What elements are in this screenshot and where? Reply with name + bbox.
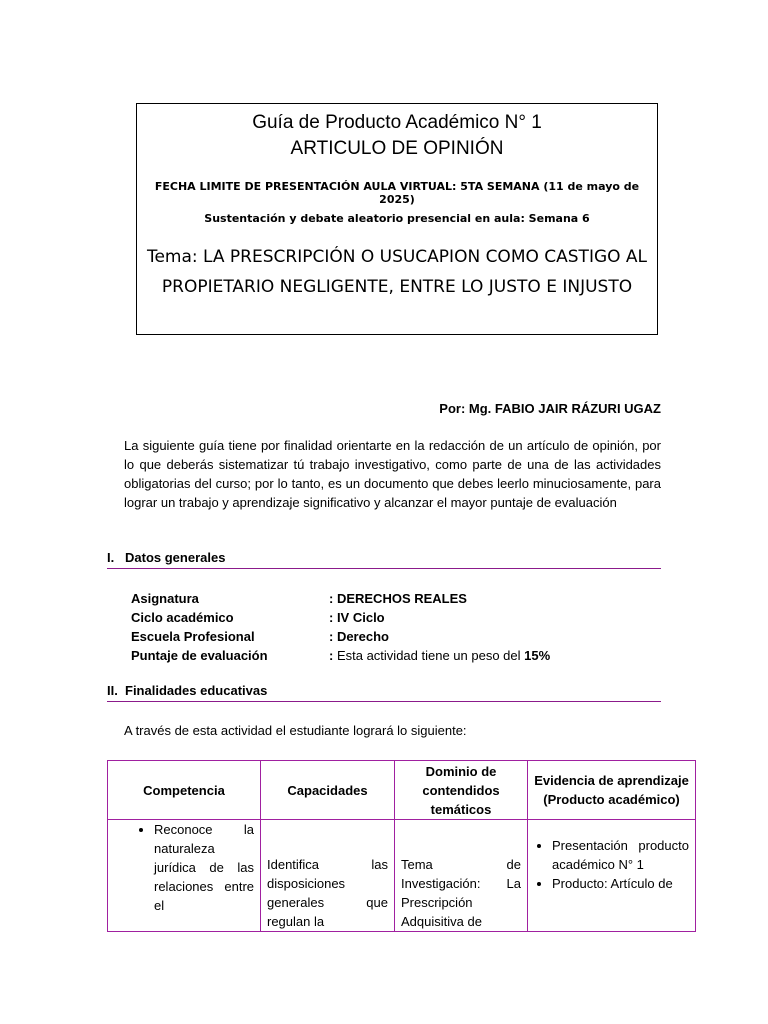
- header-capacidades: Capacidades: [261, 761, 395, 820]
- section-title: Datos generales: [125, 550, 226, 565]
- cell-evidencia: [528, 820, 696, 932]
- section-heading-finalidades: [107, 683, 661, 702]
- lead-text: A través de esta actividad el estudiante logrará lo siguiente:: [124, 723, 467, 738]
- score-value: 15%: [524, 648, 551, 663]
- document-title: Guía de Producto Académico N° 1: [252, 112, 542, 133]
- header-dominio: Dominio de contendidos temáticos: [395, 761, 528, 820]
- author-line: Por: Mg. FABIO JAIR RÁZURI UGAZ: [439, 401, 661, 416]
- title-box: [136, 103, 658, 335]
- defense-text: Sustentación y debate aleatorio presencial en aula: Semana 6: [204, 212, 590, 225]
- general-key: Escuela Profesional: [131, 629, 255, 644]
- header-evidencia: Evidencia de aprendizaje (Producto académico): [528, 761, 696, 820]
- general-value: : DERECHOS REALES: [329, 591, 467, 606]
- evidencia-item: • Presentación producto académico N° 1: [552, 836, 689, 874]
- section-number: I.: [107, 550, 115, 565]
- general-row-ciclo: [131, 608, 550, 627]
- competencies-table: [107, 760, 696, 932]
- document-subtitle: ARTICULO DE OPINIÓN: [290, 138, 504, 159]
- section-title: Finalidades educativas: [125, 683, 268, 698]
- capacidades-text: Identifica las disposiciones generales que regulan la: [267, 857, 388, 929]
- general-key: Puntaje de evaluación: [131, 648, 268, 663]
- table-row: [108, 820, 696, 932]
- general-value: : IV Ciclo: [329, 610, 385, 625]
- score-text: Esta actividad tiene un peso del: [333, 648, 525, 663]
- cell-competencia: [108, 820, 261, 932]
- deadline-text: FECHA LIMITE DE PRESENTACIÓN AULA VIRTUAL: 5TA SEMANA (11 de mayo de 2025): [154, 180, 640, 206]
- evidencia-item: • Producto: Artículo de: [552, 874, 689, 893]
- section-heading-general: [107, 550, 661, 569]
- competencia-item: • Reconoce la naturaleza jurídica de las relaciones entre el: [154, 820, 254, 915]
- general-row-escuela: [131, 627, 550, 646]
- cell-capacidades: [261, 820, 395, 932]
- table-header-row: [108, 761, 696, 820]
- general-key: Ciclo académico: [131, 610, 234, 625]
- general-value: : Derecho: [329, 629, 389, 644]
- section-number: II.: [107, 683, 118, 698]
- general-data-list: [131, 589, 550, 665]
- general-value: [329, 646, 550, 665]
- dominio-text: Tema de Investigación: La Prescripción Adquisitiva de: [401, 857, 521, 929]
- intro-paragraph: La siguiente guía tiene por finalidad orientarte en la redacción de un artículo de opinión, por lo que deberás sistematizar tú trabajo investigativo, como parte de una de las actividades obligatorias del curso; por lo tanto, es un documento que debes leerlo minuciosamente, para lograr un trabajo y aprendizaje significativo y alcanzar el mayor puntaje de evaluación: [124, 438, 661, 510]
- cell-dominio: [395, 820, 528, 932]
- header-competencia: Competencia: [108, 761, 261, 820]
- general-row-puntaje: [131, 646, 550, 665]
- topic-text: Tema: LA PRESCRIPCIÓN O USUCAPION COMO CASTIGO AL PROPIETARIO NEGLIGENTE, ENTRE LO JUSTO E INJUSTO: [146, 247, 648, 297]
- general-key: Asignatura: [131, 591, 199, 606]
- general-row-asignatura: [131, 589, 550, 608]
- score-colon: :: [329, 648, 334, 663]
